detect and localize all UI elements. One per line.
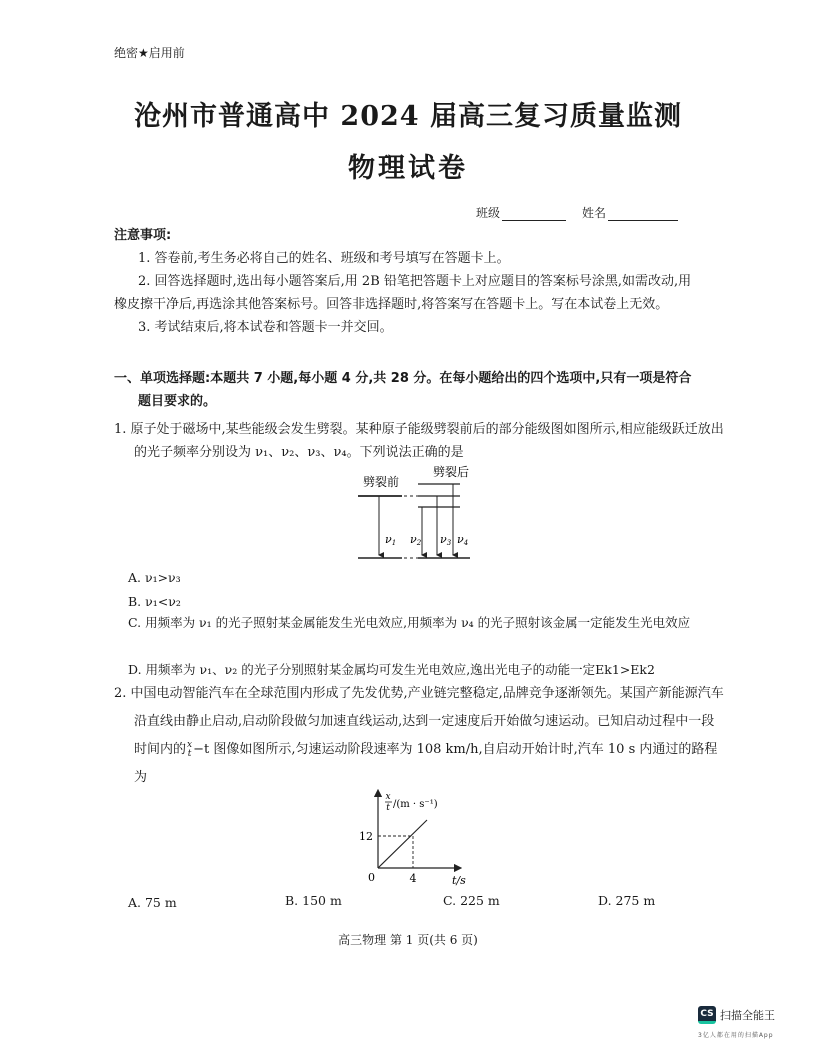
q1-option-c[interactable]: C. 用频率为 ν₁ 的光子照射某金属能发生光电效应,用频率为 ν₄ 的光子照射该金属一定能发生光电效应 [128, 615, 691, 630]
name-blank[interactable] [608, 208, 678, 221]
q2-option-d[interactable]: D. 275 m [598, 893, 656, 908]
q2-option-b[interactable]: B. 150 m [285, 893, 342, 908]
exam-title: 沧州市普通高中 2024 届高三复习质量监测 [134, 101, 682, 132]
x-axis-label: t/s [452, 874, 466, 887]
y-tick-label: 12 [359, 830, 373, 843]
nu2-label: ν2 [410, 533, 422, 547]
q2-stem-part2: −t 图像如图所示,匀速运动阶段速率为 108 km/h,自启动开始计时,汽车 10 s 内通过的路程为 [134, 742, 718, 785]
page-footer: 高三物理 第 1 页(共 6 页) [338, 933, 478, 947]
name-label: 姓名 [582, 206, 607, 220]
camscanner-slogan: 3亿人都在用的扫描App [698, 1032, 774, 1039]
confidential-label: 绝密★启用前 [114, 46, 185, 60]
section-heading: 一、单项选择题:本题共 7 小题,每小题 4 分,共 28 分。在每小题给出的四个选项中,只有一项是符合题目要求的。 [114, 371, 692, 409]
nu1-label: ν1 [385, 533, 397, 547]
notice-heading: 注意事项: [114, 228, 172, 243]
before-split-label: 劈裂前 [363, 475, 400, 489]
exam-subtitle: 物理试卷 [348, 153, 468, 184]
q2-fraction [187, 741, 192, 759]
notice-item: 2. 回答选择题时,选出每小题答案后,用 2B 铅笔把答题卡上对应题目的答案标号涂黑,如需改动,用橡皮擦干净后,再选涂其他答案标号。回答非选择题时,将答案写在答题卡上。写在本试卷上无效。 [114, 274, 692, 312]
notice-item: 3. 考试结束后,将本试卷和答题卡一并交回。 [138, 320, 393, 335]
after-split-label: 劈裂后 [433, 465, 470, 479]
class-blank[interactable] [502, 208, 566, 221]
frac-numerator: x [187, 739, 193, 750]
x-tick-label: 4 [409, 872, 417, 885]
question-2-stem [114, 680, 724, 792]
data-line [378, 820, 427, 868]
q1-option-d[interactable]: D. 用频率为 ν₁、ν₂ 的光子分别照射某金属均可发生光电效应,逸出光电子的动能一定Ek1>Ek2 [128, 662, 655, 677]
xt-t-graph [330, 785, 490, 890]
question-1-stem: 1. 原子处于磁场中,某些能级会发生劈裂。某种原子能级劈裂前后的部分能级图如图所示,相应能级跃迁放出的光子频率分别设为 ν₁、ν₂、ν₃、ν₄。下列说法正确的是 [114, 422, 724, 460]
q2-stem-part1: 2. 中国电动智能汽车在全球范围内形成了先发优势,产业链完整稳定,品牌竞争逐渐领先。某国产新能源汽车沿直线由静止启动,启动阶段做匀加速直线运动,达到一定速度后开始做匀速运动。已知启动过程中一段时间内的 [114, 686, 724, 757]
y-axis-label: /(m · s⁻¹) [393, 799, 438, 810]
notice-item: 1. 答卷前,考生务必将自己的姓名、班级和考号填写在答题卡上。 [138, 251, 510, 266]
nu3-label: ν3 [440, 533, 452, 547]
class-label: 班级 [476, 206, 501, 220]
student-info-fields [476, 204, 678, 221]
camscanner-name: 扫描全能王 [720, 1009, 775, 1022]
nu4-label: ν4 [457, 533, 469, 547]
origin-label: 0 [368, 871, 375, 884]
q1-option-b[interactable]: B. ν₁<ν₂ [128, 594, 181, 609]
energy-level-diagram [330, 458, 490, 568]
y-label-denominator: t [386, 803, 390, 813]
q1-option-a[interactable]: A. ν₁>ν₃ [128, 570, 181, 585]
y-label-numerator: x [385, 792, 391, 802]
camscanner-logo-icon: CS [698, 1006, 716, 1024]
q2-option-c[interactable]: C. 225 m [443, 893, 500, 908]
q2-option-a[interactable]: A. 75 m [128, 895, 177, 910]
notice-section [114, 224, 704, 339]
frac-denominator: t [187, 748, 192, 759]
